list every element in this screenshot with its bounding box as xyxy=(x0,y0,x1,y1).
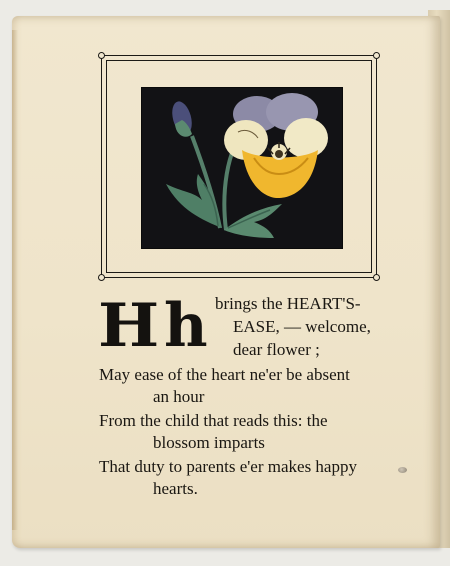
page-gutter-shadow xyxy=(12,30,18,530)
frame-corner-ornament xyxy=(373,274,380,281)
verse-line: From the child that reads this: the xyxy=(99,411,328,430)
initial-capital-letter: H xyxy=(98,291,160,361)
verse-line: brings the HEART'S- xyxy=(215,294,361,313)
pansy-icon xyxy=(142,88,342,248)
verse-line: hearts. xyxy=(153,479,198,498)
paper-blemish xyxy=(398,467,407,473)
verse-line: May ease of the heart ne'er be absent xyxy=(99,365,350,384)
frame-corner-ornament xyxy=(98,274,105,281)
verse-line: blossom imparts xyxy=(153,433,265,452)
verse-line: EASE, — welcome, xyxy=(233,317,371,336)
verse-line: That duty to parents e'er makes happy xyxy=(99,457,357,476)
pansy-illustration xyxy=(142,88,342,248)
frame-corner-ornament xyxy=(373,52,380,59)
verse-line: an hour xyxy=(153,387,205,406)
frame-corner-ornament xyxy=(98,52,105,59)
initial-lowercase-letter: h xyxy=(164,291,208,361)
verse-line: dear flower ; xyxy=(233,340,320,359)
